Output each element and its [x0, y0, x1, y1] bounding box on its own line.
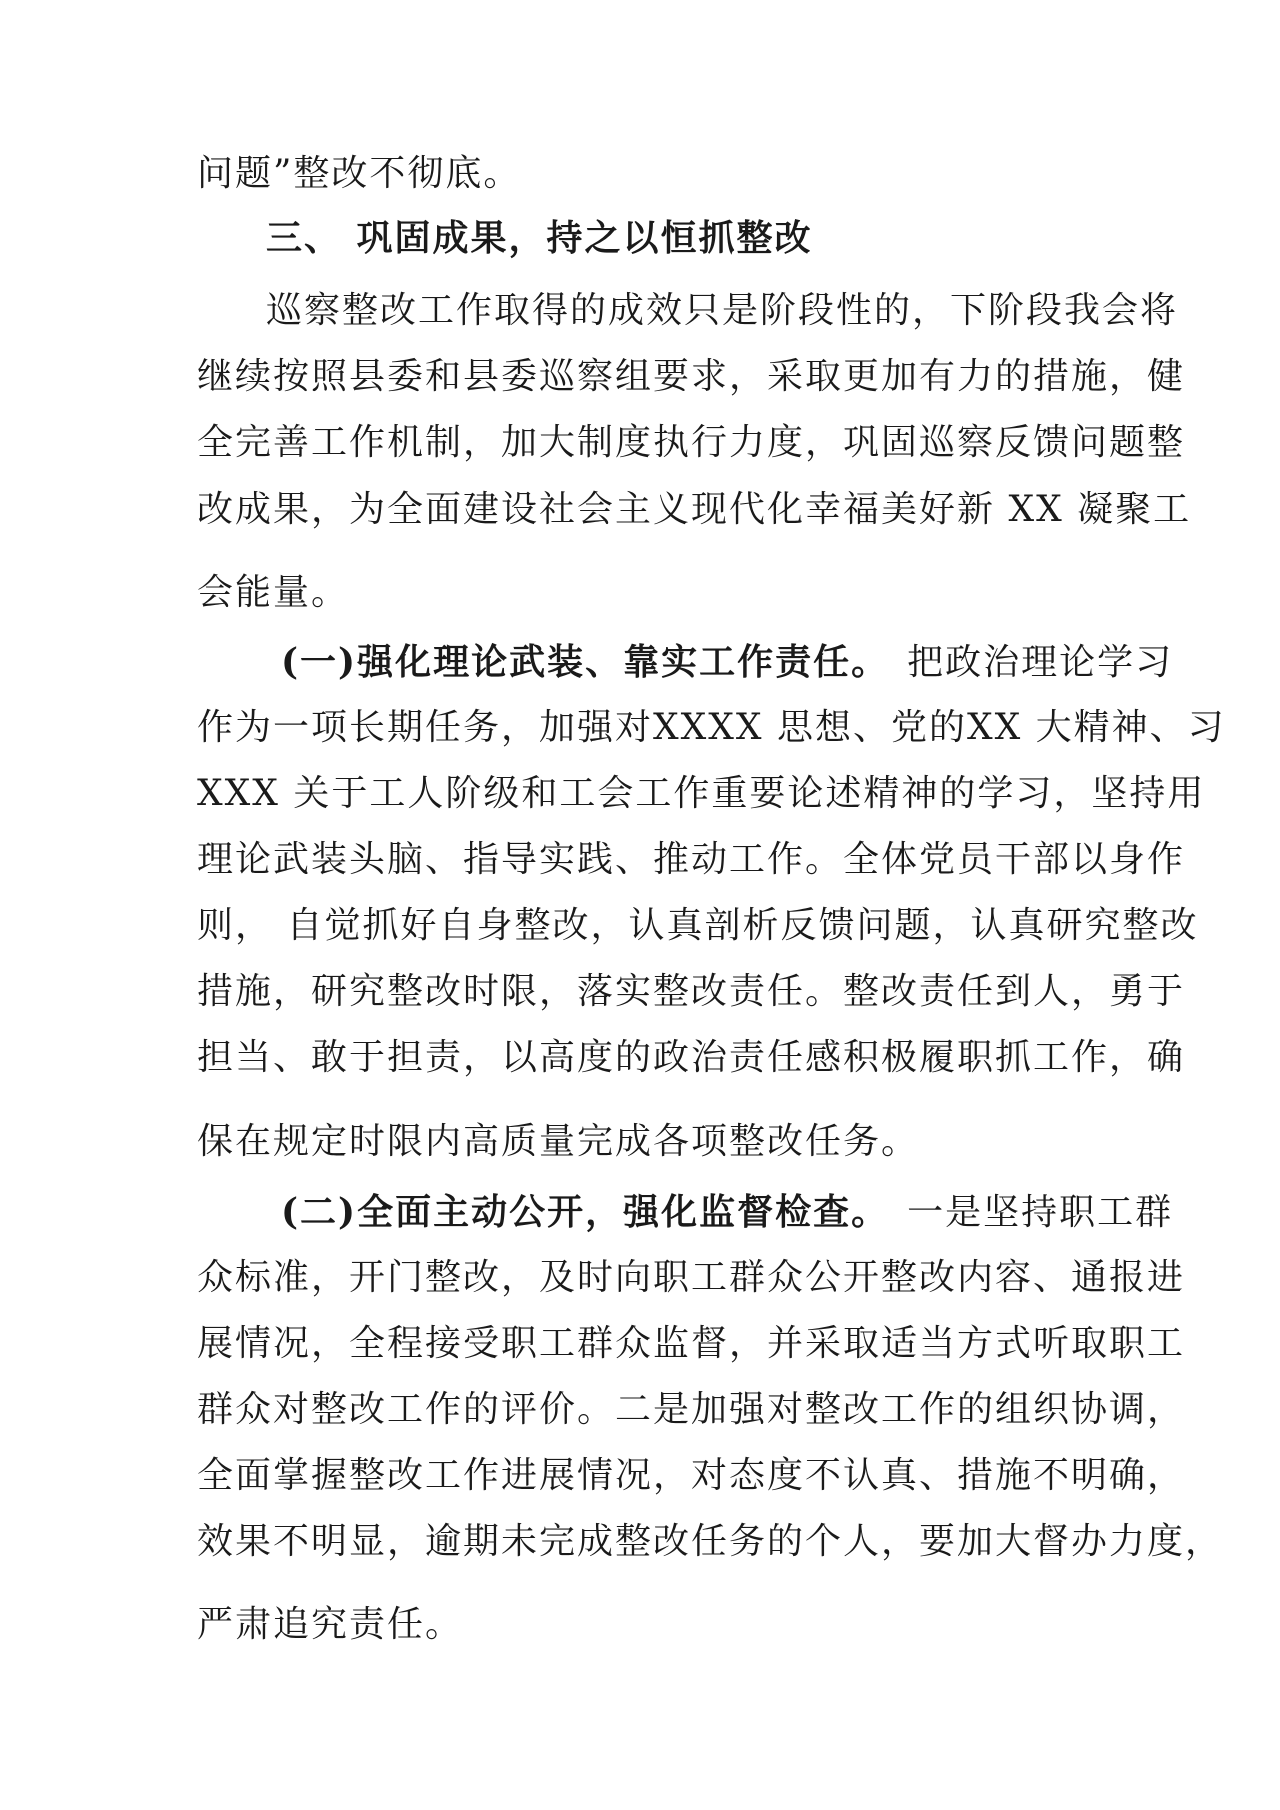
body-line: 效果不明显，逾期未完成整改任务的个人，要加大督办力度， [197, 1521, 1224, 1562]
body-line: 巡察整改工作取得的成效只是阶段性的，下阶段我会将 [266, 290, 1179, 331]
body-line: 群众对整改工作的评价。二是加强对整改工作的组织协调， [197, 1389, 1186, 1430]
paragraph-line [281, 640, 1173, 685]
body-line: 全完善工作机制，加大制度执行力度，巩固巡察反馈问题整 [197, 422, 1186, 463]
body-line: XXX 关于工人阶级和工会工作重要论述精神的学习，坚持用 [197, 773, 1206, 814]
body-line: 措施，研究整改时限，落实整改责任。整改责任到人，勇于 [197, 971, 1186, 1012]
body-line: 保在规定时限内高质量完成各项整改任务。 [197, 1121, 920, 1162]
subheading-followtext: 一是坚持职工群 [907, 1192, 1174, 1233]
body-line: 问题”整改不彻底。 [197, 153, 522, 194]
subheading-followtext: 把政治理论学习 [907, 642, 1174, 683]
body-line: 担当、敢于担责，以高度的政治责任感积极履职抓工作，确 [197, 1037, 1186, 1078]
paragraph-line [281, 1190, 1173, 1235]
body-line: 理论武装头脑、指导实践、推动工作。全体党员干部以身作 [197, 839, 1186, 880]
body-line: 众标准，开门整改，及时向职工群众公开整改内容、通报进 [197, 1257, 1186, 1298]
body-line: 严肃追究责任。 [197, 1604, 464, 1645]
body-line: 则， 自觉抓好自身整改，认真剖析反馈问题，认真研究整改 [197, 905, 1199, 946]
body-line: 改成果，为全面建设社会主义现代化幸福美好新 XX 凝聚工 [197, 489, 1192, 530]
body-line: 继续按照县委和县委巡察组要求，采取更加有力的措施，健 [197, 356, 1186, 397]
section-heading: 三、 巩固成果，持之以恒抓整改 [266, 217, 813, 259]
subheading: (一)强化理论武装、靠实工作责任。 [281, 641, 890, 683]
body-line: 展情况，全程接受职工群众监督，并采取适当方式听取职工 [197, 1323, 1186, 1364]
subheading: (二)全面主动公开，强化监督检查。 [281, 1191, 890, 1233]
body-line: 作为一项长期任务，加强对XXXX 思想、党的XX 大精神、习 [197, 707, 1226, 748]
body-line: 会能量。 [197, 572, 350, 613]
body-line: 全面掌握整改工作进展情况，对态度不认真、措施不明确， [197, 1455, 1186, 1496]
